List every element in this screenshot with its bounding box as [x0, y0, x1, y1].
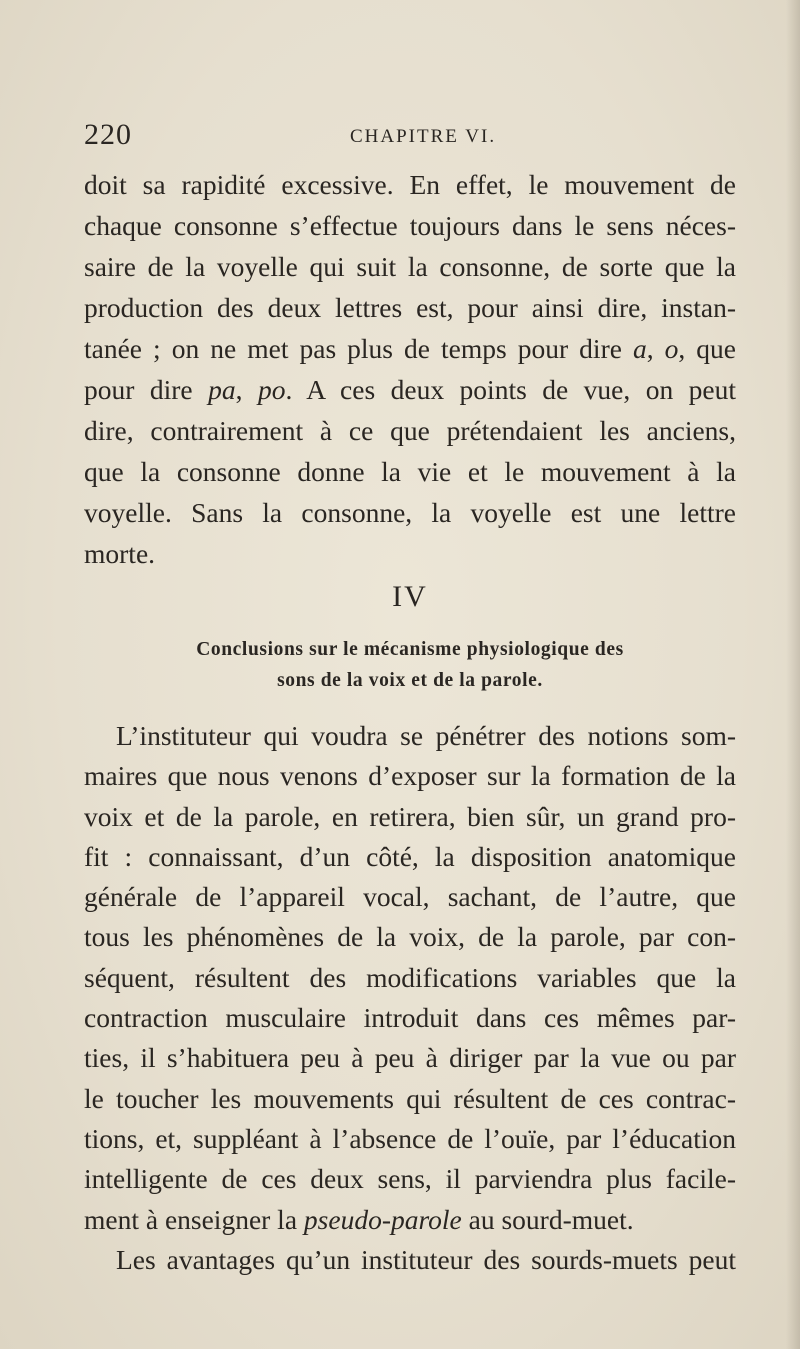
section-heading: [84, 580, 736, 696]
page-header: [84, 118, 734, 152]
paragraph-2: [84, 716, 736, 1280]
text-line: générale de l’appareil vocal, sachant, de l’autre, que: [84, 881, 736, 913]
text-line: L’instituteur qui voudra se pénétrer des notions som-: [116, 720, 736, 751]
text-run: . A ces deux points de vue, on peut: [285, 374, 737, 405]
text-line: intelligente de ces deux sens, il parviendra plus facile-: [84, 1163, 736, 1195]
text-run: ,: [235, 374, 258, 405]
section-title-line: sons de la voix et de la parole.: [277, 670, 543, 691]
text-line: voix et de la parole, en retirera, bien sûr, un grand pro-: [84, 800, 736, 832]
text-line: tions, et, suppléant à l’absence de l’ouïe, par l’éducation: [84, 1122, 736, 1154]
text-line: contraction musculaire introduit dans ces mêmes par-: [84, 1002, 736, 1034]
italic-word: pa: [208, 374, 236, 405]
paragraph-1: [84, 164, 736, 574]
text-line: doit sa rapidité excessive. En effet, le mouvement de: [84, 169, 736, 200]
text-line: le toucher les mouvements qui résultent de ces contrac-: [84, 1082, 736, 1114]
text-run: au sourd-muet.: [461, 1203, 634, 1235]
section-title: [84, 634, 736, 696]
page-number: 220: [84, 118, 132, 151]
text-line: maires que nous venons d’exposer sur la formation de la: [84, 760, 736, 792]
italic-word: a: [632, 333, 647, 364]
running-head: CHAPITRE VI.: [350, 126, 497, 147]
text-run: ment à enseigner la: [84, 1203, 304, 1235]
italic-word: pseudo-parole: [303, 1203, 462, 1235]
text-line: chaque consonne s’effectue toujours dans le sens néces-: [84, 210, 736, 241]
text-line-last: morte.: [84, 538, 156, 569]
text-line: fit : connaissant, d’un côté, la disposition anatomique: [84, 840, 736, 872]
text-run: tanée ; on ne met pas plus de temps pour dire: [84, 333, 633, 364]
text-run: pour dire: [84, 374, 209, 405]
text-run: ,: [646, 333, 665, 364]
italic-word: o: [664, 333, 679, 364]
text-line: Les avantages qu’un instituteur des sourds-muets peut: [116, 1243, 736, 1275]
text-line: dire, contrairement à ce que prétendaient les anciens,: [84, 415, 736, 446]
text-line: voyelle. Sans la consonne, la voyelle est une lettre: [84, 497, 736, 528]
section-number: IV: [392, 580, 428, 613]
section-title-line: Conclusions sur le mécanisme physiologique des: [196, 639, 624, 660]
text-line: que la consonne donne la vie et le mouvement à la: [84, 456, 736, 487]
text-line: séquent, résultent des modifications variables que la: [84, 961, 736, 993]
text-line: ties, il s’habituera peu à peu à diriger par la vue ou par: [84, 1042, 736, 1074]
text-run: , que: [678, 333, 736, 364]
text-line-last: [84, 1200, 736, 1240]
text-line: production des deux lettres est, pour ainsi dire, instan-: [84, 292, 736, 323]
italic-word: po: [257, 374, 286, 405]
text-line: tous les phénomènes de la voix, de la parole, par con-: [84, 921, 736, 953]
page-edge-shadow: [786, 0, 800, 1349]
text-line: [84, 328, 736, 369]
text-line: [84, 369, 736, 410]
text-line: saire de la voyelle qui suit la consonne, de sorte que la: [84, 251, 736, 282]
